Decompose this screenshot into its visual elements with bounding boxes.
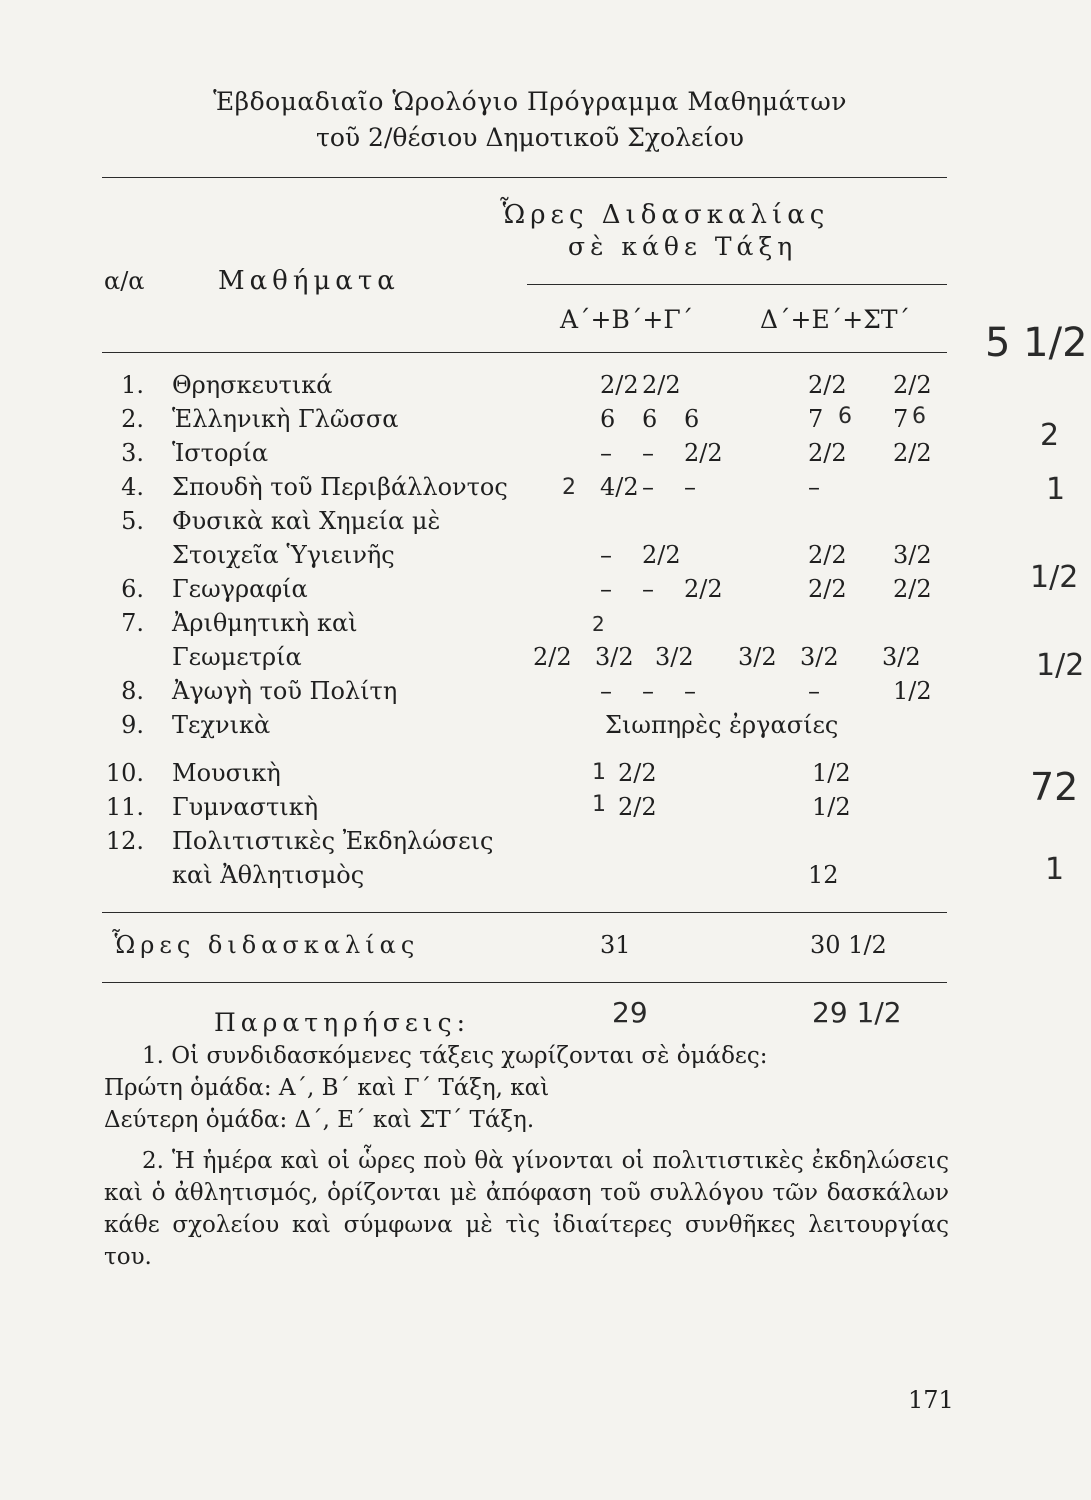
cell-value: 6 xyxy=(600,405,616,433)
subject-name: Θρησκευτικά xyxy=(172,371,333,399)
cell-value: 1/2 xyxy=(812,759,851,787)
cell-value: – xyxy=(808,677,820,705)
cell-value: – xyxy=(600,541,612,569)
cell-value: – xyxy=(600,575,612,603)
cell-value: 6 xyxy=(642,405,658,433)
row-number: 12. xyxy=(105,827,144,855)
cell-value: Σιωπηρὲς ἐργασίες xyxy=(605,711,839,739)
document-title: Ἑβδομαδιαῖο Ὡρολόγιο Πρόγραμμα Μαθημάτων xyxy=(213,87,847,116)
cell-value: 2/2 xyxy=(684,575,723,603)
cell-value: 3/2 xyxy=(738,643,777,671)
header-group2: Δ΄+Ε΄+ΣΤ΄ xyxy=(760,305,911,334)
subject-name: Γεωγραφία xyxy=(172,575,308,603)
total-label: Ὧρες διδασκαλίας xyxy=(112,931,420,959)
handwritten-margin-6: 72 xyxy=(1030,765,1079,809)
cell-value: 1/2 xyxy=(812,793,851,821)
row-number: 3. xyxy=(121,439,144,467)
handwritten-margin-5: 1/2 xyxy=(1036,648,1085,683)
row-number: 5. xyxy=(121,507,144,535)
cell-value: – xyxy=(642,473,654,501)
subject-name-cont: Στοιχεῖα Ὑγιεινῆς xyxy=(172,541,395,569)
subject-name: Ἀγωγὴ τοῦ Πολίτη xyxy=(172,677,398,705)
row-number: 4. xyxy=(121,473,144,501)
cell-value: 2/2 xyxy=(600,371,639,399)
cell-value: 3/2 xyxy=(655,643,694,671)
subject-name: Μουσικὴ xyxy=(172,759,281,787)
cell-value: – xyxy=(600,439,612,467)
top-rule xyxy=(102,177,947,178)
subject-name: Τεχνικὰ xyxy=(172,711,271,739)
cell-value: – xyxy=(642,677,654,705)
cell-value: 2/2 xyxy=(893,439,932,467)
cell-value: 2/2 xyxy=(642,541,681,569)
cell-value: 2/2 xyxy=(533,643,572,671)
cell-value: 12 xyxy=(808,861,839,889)
row-number: 2. xyxy=(121,405,144,433)
cell-value: 2/2 xyxy=(618,793,657,821)
header-bottom-rule xyxy=(102,352,947,353)
subject-name: Ἱστορία xyxy=(172,439,269,467)
cell-value: – xyxy=(642,439,654,467)
cell-value: 3/2 xyxy=(595,643,634,671)
total-group2: 30 1/2 xyxy=(810,931,887,959)
handwritten-row2-a: 6 xyxy=(838,404,852,429)
note-1-line1: 1. Οἱ συνδιδασκόμενες τάξεις χωρίζονται σὲ ὁμάδες: xyxy=(142,1043,768,1069)
handwritten-row10: 1 xyxy=(592,760,606,785)
row-number: 11. xyxy=(105,793,144,821)
cell-value: 2/2 xyxy=(618,759,657,787)
cell-value: 4/2 xyxy=(600,473,639,501)
handwritten-margin-1: 5 1/2 xyxy=(985,320,1088,366)
cell-value: 7 xyxy=(808,405,824,433)
handwritten-margin-7: 1 xyxy=(1045,852,1065,887)
header-subjects: Μαθήματα xyxy=(218,266,400,296)
subject-name: Ἑλληνικὴ Γλῶσσα xyxy=(172,405,399,433)
page-number: 171 xyxy=(908,1386,954,1414)
handwritten-total2: 29 1/2 xyxy=(812,996,902,1029)
cell-value: 7 xyxy=(893,405,909,433)
cell-value: 2/2 xyxy=(808,541,847,569)
cell-value: 2/2 xyxy=(893,575,932,603)
handwritten-margin-3: 1 xyxy=(1046,472,1066,507)
header-hours-line2: σὲ κάθε Τάξη xyxy=(568,232,798,261)
row-number: 9. xyxy=(121,711,144,739)
header-hours-line1: Ὧρες Διδασκαλίας xyxy=(500,200,830,230)
cell-value: 2/2 xyxy=(642,371,681,399)
cell-value: 6 xyxy=(684,405,700,433)
handwritten-total1: 29 xyxy=(612,996,648,1029)
subject-name: Πολιτιστικὲς Ἐκδηλώσεις xyxy=(172,827,494,855)
cell-value: 3/2 xyxy=(800,643,839,671)
total-top-rule xyxy=(102,912,947,913)
subject-name: Σπουδὴ τοῦ Περιβάλλοντος xyxy=(172,473,508,501)
handwritten-margin-4: 1/2 xyxy=(1030,560,1079,595)
handwritten-row7: 2 xyxy=(592,612,605,636)
cell-value: – xyxy=(684,473,696,501)
total-group1: 31 xyxy=(600,931,631,959)
row-number: 8. xyxy=(121,677,144,705)
cell-value: 3/2 xyxy=(882,643,921,671)
header-subrule xyxy=(527,284,947,285)
cell-value: 1/2 xyxy=(893,677,932,705)
row-number: 1. xyxy=(121,371,144,399)
cell-value: 2/2 xyxy=(808,575,847,603)
handwritten-row11: 1 xyxy=(592,792,606,817)
header-group1: Α΄+Β΄+Γ΄ xyxy=(560,305,694,334)
document-subtitle: τοῦ 2/θέσιου Δημοτικοῦ Σχολείου xyxy=(316,123,744,152)
row-number: 6. xyxy=(121,575,144,603)
row-number: 10. xyxy=(105,759,144,787)
subject-name: Ἀριθμητικὴ καὶ xyxy=(172,609,358,637)
subject-name-cont: Γεωμετρία xyxy=(172,643,302,671)
cell-value: – xyxy=(642,575,654,603)
cell-value: – xyxy=(684,677,696,705)
note-2: 2. Ἡ ἡμέρα καὶ οἱ ὧρες ποὺ θὰ γίνονται οἱ πολιτιστικὲς ἐκδηλώσεις καὶ ὁ ἀθλητισμός, ὁρίζονται μὲ ἀπόφαση τοῦ συλλόγου τῶν δασκάλων κάθε σχολείου καὶ σύμφωνα μὲ τὶς ἰδιαίτερες συνθῆκες λειτουργίας του. xyxy=(104,1148,949,1270)
cell-value: 2/2 xyxy=(808,371,847,399)
row-number: 7. xyxy=(121,609,144,637)
handwritten-row2-b: 6 xyxy=(912,404,926,429)
note-1-line3: Δεύτερη ὁμάδα: Δ΄, Ε΄ καὶ ΣΤ΄ Τάξη. xyxy=(104,1107,535,1133)
cell-value: – xyxy=(808,473,820,501)
cell-value: 2/2 xyxy=(893,371,932,399)
total-bottom-rule xyxy=(102,982,947,983)
subject-name: Φυσικὰ καὶ Χημεία μὲ xyxy=(172,507,441,535)
header-aa: α/α xyxy=(104,267,145,295)
cell-value: 2/2 xyxy=(808,439,847,467)
cell-value: – xyxy=(600,677,612,705)
subject-name: Γυμναστικὴ xyxy=(172,793,319,821)
note-1-line2: Πρώτη ὁμάδα: Α΄, Β΄ καὶ Γ΄ Τάξη, καὶ xyxy=(104,1075,550,1101)
handwritten-row4: 2 xyxy=(562,475,576,500)
cell-value: 3/2 xyxy=(893,541,932,569)
notes-heading: Παρατηρήσεις: xyxy=(214,1008,470,1037)
cell-value: 2/2 xyxy=(684,439,723,467)
handwritten-margin-2: 2 xyxy=(1040,418,1060,453)
subject-name-cont: καὶ Ἀθλητισμὸς xyxy=(172,861,365,889)
